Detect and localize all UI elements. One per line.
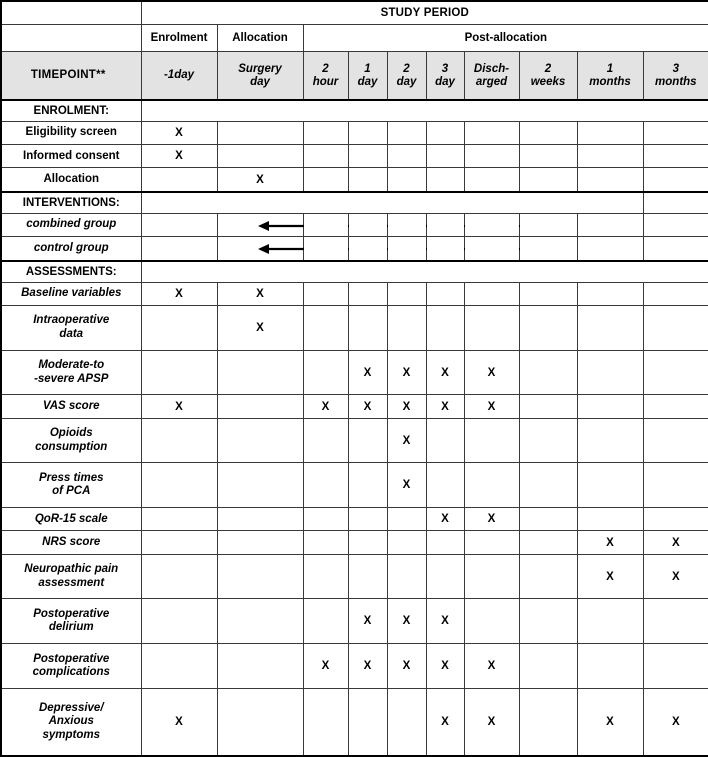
cell-allocation-1day xyxy=(348,168,387,192)
cell-opioids-consumption-2hour xyxy=(303,418,348,463)
cell-postoperative-complications-3day: X xyxy=(426,644,464,689)
timepoint-2weeks xyxy=(519,52,577,101)
cell-control-group-2weeks xyxy=(519,237,577,261)
cell-intraoperative-data-minus1day xyxy=(141,305,217,350)
row-label-line: Postoperative xyxy=(33,652,110,665)
table-row xyxy=(1,644,708,689)
cell-informed-consent-discharged xyxy=(464,145,519,168)
cell-depressive-anxious-symptoms-2day xyxy=(387,689,426,756)
section-banner-enrolment xyxy=(141,100,708,122)
cell-nrs-score-1day xyxy=(348,531,387,554)
cell-informed-consent-surgeryday xyxy=(217,145,303,168)
cell-press-times-of-pca-2weeks xyxy=(519,463,577,508)
cell-depressive-anxious-symptoms-3day: X xyxy=(426,689,464,756)
row-label-line: of PCA xyxy=(52,485,91,498)
study-period-header: STUDY PERIOD xyxy=(141,1,708,25)
row-label-line: Eligibility screen xyxy=(25,126,117,139)
cell-combined-group-2day xyxy=(387,213,426,236)
timepoint-minus1day xyxy=(141,52,217,101)
schedule-body xyxy=(1,1,708,756)
period-group-allocation: Allocation xyxy=(217,25,303,52)
timepoint-line1: Disch- xyxy=(473,62,510,75)
cell-neuropathic-pain-assessment-surgeryday xyxy=(217,554,303,599)
row-label-nrs-score xyxy=(1,531,141,554)
cell-allocation-3months xyxy=(643,168,708,192)
cell-press-times-of-pca-discharged xyxy=(464,463,519,508)
cell-neuropathic-pain-assessment-2weeks xyxy=(519,554,577,599)
cell-postoperative-delirium-minus1day xyxy=(141,599,217,644)
cell-postoperative-complications-1day: X xyxy=(348,644,387,689)
timepoint-2hour xyxy=(303,52,348,101)
section-title-interventions: INTERVENTIONS: xyxy=(1,192,141,214)
cell-allocation-surgeryday: X xyxy=(217,168,303,192)
header-corner-blank-2 xyxy=(1,25,141,52)
cell-postoperative-delirium-1months xyxy=(577,599,643,644)
cell-qor-15-scale-2day xyxy=(387,508,426,531)
section-title-assessments: ASSESSMENTS: xyxy=(1,261,141,283)
cell-baseline-variables-discharged xyxy=(464,282,519,305)
cell-eligibility-screen-2day xyxy=(387,122,426,145)
cell-eligibility-screen-discharged xyxy=(464,122,519,145)
cell-allocation-1months xyxy=(577,168,643,192)
cell-eligibility-screen-3months xyxy=(643,122,708,145)
cell-informed-consent-2day xyxy=(387,145,426,168)
cell-eligibility-screen-surgeryday xyxy=(217,122,303,145)
row-label-line: QoR-15 scale xyxy=(34,512,108,525)
timepoint-line2: day xyxy=(435,75,455,88)
row-label-line: delirium xyxy=(48,621,94,634)
row-label-allocation xyxy=(1,168,141,192)
cell-depressive-anxious-symptoms-surgeryday xyxy=(217,689,303,756)
header-corner-blank xyxy=(1,1,141,25)
cell-opioids-consumption-3day xyxy=(426,418,464,463)
cell-depressive-anxious-symptoms-discharged: X xyxy=(464,689,519,756)
table-row xyxy=(1,122,708,145)
timepoint-line1: 3 xyxy=(672,62,680,75)
cell-neuropathic-pain-assessment-1months: X xyxy=(577,554,643,599)
table-row xyxy=(1,418,708,463)
cell-baseline-variables-2day xyxy=(387,282,426,305)
cell-moderate-to-severe-apsp-2hour xyxy=(303,350,348,395)
cell-postoperative-delirium-2hour xyxy=(303,599,348,644)
timepoint-line2: day xyxy=(357,75,378,88)
cell-press-times-of-pca-minus1day xyxy=(141,463,217,508)
row-label-line: -severe APSP xyxy=(34,372,109,385)
section-banner-interventions xyxy=(141,192,643,214)
cell-postoperative-delirium-discharged xyxy=(464,599,519,644)
cell-control-group-discharged xyxy=(464,237,519,261)
cell-combined-group-discharged xyxy=(464,213,519,236)
cell-intraoperative-data-discharged xyxy=(464,305,519,350)
cell-press-times-of-pca-1months xyxy=(577,463,643,508)
cell-qor-15-scale-3months xyxy=(643,508,708,531)
row-label-depressive-anxious-symptoms xyxy=(1,689,141,756)
row-label-postoperative-complications xyxy=(1,644,141,689)
cell-nrs-score-2weeks xyxy=(519,531,577,554)
timepoint-line2: arged xyxy=(475,75,508,88)
cell-control-group-2hour xyxy=(303,237,348,261)
cell-qor-15-scale-3day: X xyxy=(426,508,464,531)
timepoint-line1: -1day xyxy=(163,69,195,82)
row-label-line: complications xyxy=(32,666,110,679)
cell-baseline-variables-surgeryday: X xyxy=(217,282,303,305)
cell-allocation-2hour xyxy=(303,168,348,192)
cell-eligibility-screen-minus1day: X xyxy=(141,122,217,145)
cell-nrs-score-minus1day xyxy=(141,531,217,554)
timepoint-line2: day xyxy=(250,75,270,88)
cell-depressive-anxious-symptoms-2weeks xyxy=(519,689,577,756)
row-label-line: Anxious xyxy=(48,715,94,728)
cell-postoperative-complications-minus1day xyxy=(141,644,217,689)
cell-intraoperative-data-3months xyxy=(643,305,708,350)
cell-nrs-score-3months: X xyxy=(643,531,708,554)
cell-intraoperative-data-2hour xyxy=(303,305,348,350)
cell-baseline-variables-3months xyxy=(643,282,708,305)
cell-moderate-to-severe-apsp-discharged: X xyxy=(464,350,519,395)
timepoint-1day xyxy=(348,52,387,101)
cell-allocation-minus1day xyxy=(141,168,217,192)
cell-baseline-variables-2weeks xyxy=(519,282,577,305)
cell-postoperative-delirium-2weeks xyxy=(519,599,577,644)
table-row xyxy=(1,531,708,554)
intervention-arrow-row xyxy=(1,213,708,236)
table-row xyxy=(1,145,708,168)
timepoint-surgeryday xyxy=(217,52,303,101)
cell-eligibility-screen-1day xyxy=(348,122,387,145)
cell-vas-score-surgeryday xyxy=(217,395,303,418)
row-label-line: data xyxy=(59,327,84,340)
timepoint-line1: 1 xyxy=(364,62,371,75)
timepoint-line1: 2 xyxy=(403,62,410,75)
cell-nrs-score-1months: X xyxy=(577,531,643,554)
timepoint-line1: Surgery xyxy=(238,62,282,75)
table-row xyxy=(1,305,708,350)
timepoint-line1: 2 xyxy=(322,62,329,75)
cell-vas-score-3day: X xyxy=(426,395,464,418)
cell-qor-15-scale-2weeks xyxy=(519,508,577,531)
cell-allocation-2day xyxy=(387,168,426,192)
cell-nrs-score-3day xyxy=(426,531,464,554)
section-banner-assessments xyxy=(141,261,708,283)
row-label-line: Neuropathic pain xyxy=(24,563,119,576)
table-row xyxy=(1,554,708,599)
cell-control-group-1day xyxy=(348,237,387,261)
cell-baseline-variables-2hour xyxy=(303,282,348,305)
cell-allocation-discharged xyxy=(464,168,519,192)
cell-control-group-2day xyxy=(387,237,426,261)
cell-neuropathic-pain-assessment-3day xyxy=(426,554,464,599)
timepoint-discharged xyxy=(464,52,519,101)
intervention-arrow-row xyxy=(1,237,708,261)
cell-postoperative-complications-2day: X xyxy=(387,644,426,689)
cell-vas-score-2hour: X xyxy=(303,395,348,418)
cell-combined-group-2weeks xyxy=(519,213,577,236)
cell-informed-consent-3months xyxy=(643,145,708,168)
cell-combined-group-surgeryday xyxy=(217,213,303,236)
row-label-baseline-variables xyxy=(1,282,141,305)
period-group-post-allocation: Post-allocation xyxy=(303,25,708,52)
row-label-control-group xyxy=(1,237,141,261)
cell-neuropathic-pain-assessment-discharged xyxy=(464,554,519,599)
cell-postoperative-complications-discharged: X xyxy=(464,644,519,689)
cell-intraoperative-data-2weeks xyxy=(519,305,577,350)
cell-moderate-to-severe-apsp-3day: X xyxy=(426,350,464,395)
cell-postoperative-complications-1months xyxy=(577,644,643,689)
cell-postoperative-complications-3months xyxy=(643,644,708,689)
cell-vas-score-3months xyxy=(643,395,708,418)
cell-eligibility-screen-2hour xyxy=(303,122,348,145)
cell-combined-group-3months xyxy=(643,213,708,236)
cell-neuropathic-pain-assessment-2day xyxy=(387,554,426,599)
cell-nrs-score-discharged xyxy=(464,531,519,554)
row-label-vas-score xyxy=(1,395,141,418)
cell-neuropathic-pain-assessment-2hour xyxy=(303,554,348,599)
cell-vas-score-1day: X xyxy=(348,395,387,418)
cell-qor-15-scale-discharged: X xyxy=(464,508,519,531)
row-label-informed-consent xyxy=(1,145,141,168)
cell-allocation-3day xyxy=(426,168,464,192)
cell-vas-score-2day: X xyxy=(387,395,426,418)
cell-control-group-1months xyxy=(577,237,643,261)
cell-intraoperative-data-3day xyxy=(426,305,464,350)
timepoint-line2: months xyxy=(589,75,631,88)
cell-control-group-3day xyxy=(426,237,464,261)
cell-baseline-variables-1months xyxy=(577,282,643,305)
cell-qor-15-scale-2hour xyxy=(303,508,348,531)
timepoint-line1: 1 xyxy=(606,62,614,75)
cell-qor-15-scale-1months xyxy=(577,508,643,531)
table-row xyxy=(1,100,708,122)
section-title-enrolment: ENROLMENT: xyxy=(1,100,141,122)
timepoint-line2: hour xyxy=(312,75,339,88)
row-label-line: VAS score xyxy=(42,399,100,412)
cell-baseline-variables-1day xyxy=(348,282,387,305)
cell-intraoperative-data-2day xyxy=(387,305,426,350)
cell-postoperative-complications-surgeryday xyxy=(217,644,303,689)
table-row xyxy=(1,168,708,192)
cell-allocation-2weeks xyxy=(519,168,577,192)
row-label-line: Baseline variables xyxy=(21,286,122,299)
row-label-neuropathic-pain-assessment xyxy=(1,554,141,599)
row-label-line: Depressive/ xyxy=(38,701,104,714)
row-label-line: Informed consent xyxy=(23,149,120,162)
cell-postoperative-delirium-3day: X xyxy=(426,599,464,644)
cell-vas-score-1months xyxy=(577,395,643,418)
timepoint-line2: weeks xyxy=(530,75,566,88)
cell-eligibility-screen-3day xyxy=(426,122,464,145)
cell-informed-consent-minus1day: X xyxy=(141,145,217,168)
row-label-line: control group xyxy=(33,241,109,254)
cell-opioids-consumption-1months xyxy=(577,418,643,463)
table-row xyxy=(1,192,708,214)
row-label-line: Allocation xyxy=(43,172,100,185)
cell-control-group-surgeryday xyxy=(217,237,303,261)
row-label-line: Opioids xyxy=(49,426,93,439)
cell-eligibility-screen-2weeks xyxy=(519,122,577,145)
cell-postoperative-delirium-1day: X xyxy=(348,599,387,644)
timepoint-3months xyxy=(643,52,708,101)
cell-moderate-to-severe-apsp-2weeks xyxy=(519,350,577,395)
cell-moderate-to-severe-apsp-minus1day xyxy=(141,350,217,395)
cell-opioids-consumption-1day xyxy=(348,418,387,463)
cell-combined-group-1day xyxy=(348,213,387,236)
row-label-line: combined group xyxy=(26,218,117,231)
cell-vas-score-minus1day: X xyxy=(141,395,217,418)
cell-combined-group-minus1day xyxy=(141,213,217,236)
timepoint-line2: day xyxy=(396,75,417,88)
cell-press-times-of-pca-surgeryday xyxy=(217,463,303,508)
row-label-line: Postoperative xyxy=(33,607,110,620)
cell-nrs-score-2day xyxy=(387,531,426,554)
cell-postoperative-complications-2weeks xyxy=(519,644,577,689)
cell-opioids-consumption-discharged xyxy=(464,418,519,463)
cell-opioids-consumption-2weeks xyxy=(519,418,577,463)
cell-eligibility-screen-1months xyxy=(577,122,643,145)
cell-neuropathic-pain-assessment-3months: X xyxy=(643,554,708,599)
cell-neuropathic-pain-assessment-minus1day xyxy=(141,554,217,599)
row-label-line: symptoms xyxy=(42,728,101,741)
timepoint-header: TIMEPOINT** xyxy=(1,52,141,101)
row-label-line: assessment xyxy=(38,576,105,589)
cell-moderate-to-severe-apsp-3months xyxy=(643,350,708,395)
timepoint-3day xyxy=(426,52,464,101)
cell-informed-consent-1months xyxy=(577,145,643,168)
cell-control-group-3months xyxy=(643,237,708,261)
table-row xyxy=(1,395,708,418)
cell-depressive-anxious-symptoms-2hour xyxy=(303,689,348,756)
cell-depressive-anxious-symptoms-1day xyxy=(348,689,387,756)
table-row xyxy=(1,261,708,283)
cell-postoperative-delirium-surgeryday xyxy=(217,599,303,644)
timepoint-1months xyxy=(577,52,643,101)
table-row xyxy=(1,25,708,52)
row-label-line: consumption xyxy=(35,440,108,453)
table-row xyxy=(1,350,708,395)
row-label-line: Press times xyxy=(38,471,104,484)
row-label-opioids-consumption xyxy=(1,418,141,463)
cell-combined-group-3day xyxy=(426,213,464,236)
row-label-combined-group xyxy=(1,213,141,236)
cell-informed-consent-1day xyxy=(348,145,387,168)
cell-intraoperative-data-1day xyxy=(348,305,387,350)
cell-press-times-of-pca-1day xyxy=(348,463,387,508)
section-banner-tail-interventions xyxy=(643,192,708,214)
cell-control-group-minus1day xyxy=(141,237,217,261)
table-row xyxy=(1,689,708,756)
cell-press-times-of-pca-2day: X xyxy=(387,463,426,508)
cell-press-times-of-pca-3months xyxy=(643,463,708,508)
cell-nrs-score-2hour xyxy=(303,531,348,554)
row-label-intraoperative-data xyxy=(1,305,141,350)
cell-informed-consent-3day xyxy=(426,145,464,168)
cell-opioids-consumption-surgeryday xyxy=(217,418,303,463)
cell-moderate-to-severe-apsp-1months xyxy=(577,350,643,395)
timepoint-line1: 2 xyxy=(544,62,552,75)
table-row xyxy=(1,599,708,644)
cell-informed-consent-2hour xyxy=(303,145,348,168)
cell-informed-consent-2weeks xyxy=(519,145,577,168)
cell-opioids-consumption-minus1day xyxy=(141,418,217,463)
cell-baseline-variables-3day xyxy=(426,282,464,305)
cell-moderate-to-severe-apsp-2day: X xyxy=(387,350,426,395)
cell-qor-15-scale-minus1day xyxy=(141,508,217,531)
cell-press-times-of-pca-3day xyxy=(426,463,464,508)
table-row xyxy=(1,1,708,25)
row-label-line: Moderate-to xyxy=(38,358,105,371)
table-row xyxy=(1,282,708,305)
table-row xyxy=(1,52,708,101)
timepoint-line2: months xyxy=(655,75,697,88)
row-label-eligibility-screen xyxy=(1,122,141,145)
cell-vas-score-2weeks xyxy=(519,395,577,418)
cell-depressive-anxious-symptoms-minus1day: X xyxy=(141,689,217,756)
row-label-qor-15-scale xyxy=(1,508,141,531)
cell-press-times-of-pca-2hour xyxy=(303,463,348,508)
row-label-line: Intraoperative xyxy=(33,314,110,327)
period-group-enrolment: Enrolment xyxy=(141,25,217,52)
cell-combined-group-1months xyxy=(577,213,643,236)
cell-postoperative-delirium-3months xyxy=(643,599,708,644)
cell-depressive-anxious-symptoms-3months: X xyxy=(643,689,708,756)
cell-intraoperative-data-1months xyxy=(577,305,643,350)
cell-vas-score-discharged: X xyxy=(464,395,519,418)
row-label-moderate-to-severe-apsp xyxy=(1,350,141,395)
row-label-postoperative-delirium xyxy=(1,599,141,644)
cell-qor-15-scale-surgeryday xyxy=(217,508,303,531)
cell-moderate-to-severe-apsp-surgeryday xyxy=(217,350,303,395)
cell-combined-group-2hour xyxy=(303,213,348,236)
timepoint-line1: 3 xyxy=(441,62,449,75)
table-row xyxy=(1,463,708,508)
cell-nrs-score-surgeryday xyxy=(217,531,303,554)
cell-postoperative-delirium-2day: X xyxy=(387,599,426,644)
cell-qor-15-scale-1day xyxy=(348,508,387,531)
row-label-press-times-of-pca xyxy=(1,463,141,508)
cell-intraoperative-data-surgeryday: X xyxy=(217,305,303,350)
timepoint-2day xyxy=(387,52,426,101)
row-label-line: NRS score xyxy=(42,535,101,548)
cell-opioids-consumption-3months xyxy=(643,418,708,463)
cell-depressive-anxious-symptoms-1months: X xyxy=(577,689,643,756)
cell-baseline-variables-minus1day: X xyxy=(141,282,217,305)
cell-postoperative-complications-2hour: X xyxy=(303,644,348,689)
cell-neuropathic-pain-assessment-1day xyxy=(348,554,387,599)
cell-moderate-to-severe-apsp-1day: X xyxy=(348,350,387,395)
cell-opioids-consumption-2day: X xyxy=(387,418,426,463)
table-row xyxy=(1,508,708,531)
